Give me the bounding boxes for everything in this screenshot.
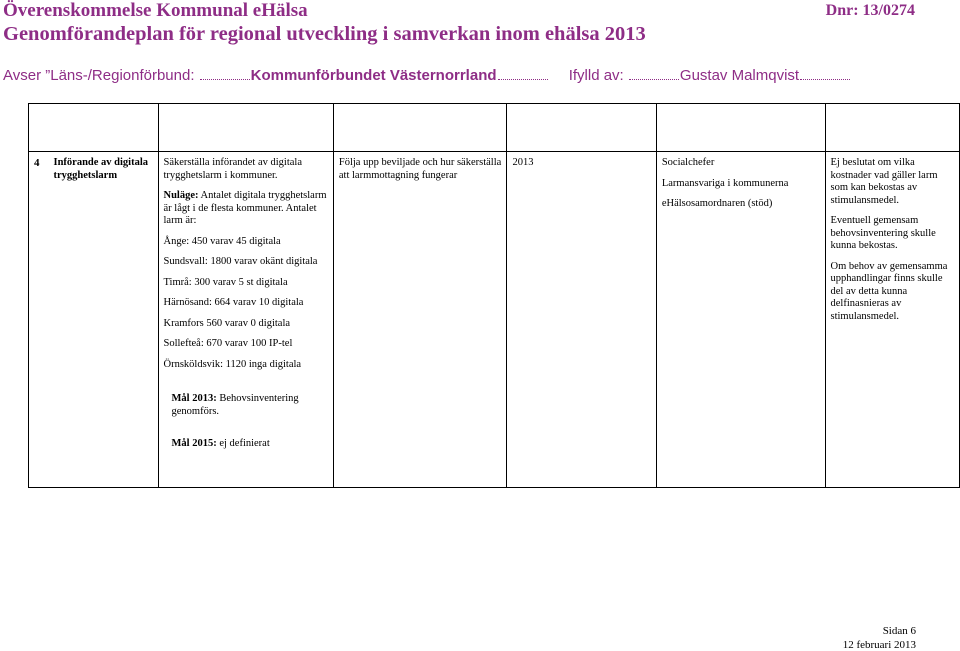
municipality-item: Sollefteå: 670 varav 100 IP-tel xyxy=(163,338,293,349)
nulage-text: Antalet digitala trygghetslarm är lågt i de flesta kommuner. Antalet larm är: xyxy=(163,190,327,226)
municipality-item: Kramfors 560 varav 0 digitala xyxy=(163,317,291,329)
dotted-leader xyxy=(800,78,850,80)
activity-text: Följa upp beviljade och hur säkerställa att larmmottagning fungerar xyxy=(338,157,502,181)
responsible-item: eHälsosamordnaren (stöd) xyxy=(661,198,773,209)
responsible-cell xyxy=(656,152,825,488)
document-number: Dnr: 13/0274 xyxy=(825,2,915,19)
table-row xyxy=(29,152,960,488)
dotted-leader xyxy=(498,78,548,80)
avser-line xyxy=(3,67,851,84)
table-header-row xyxy=(29,104,960,152)
avser-label: Avser ”Läns-/Regionförbund: xyxy=(3,67,195,84)
dotted-leader xyxy=(200,78,250,80)
note-item: Eventuell gemensam behovsinventering skulle kunna bekostas. xyxy=(830,215,936,251)
avser-value: Kommunförbundet Västernorrland xyxy=(250,67,497,84)
note-item: Ej beslutat om vilka kostnader vad gäller larm som kan bekostas av stimulansmedel. xyxy=(830,157,938,206)
document-org-title: Överenskommelse Kommunal eHälsa xyxy=(3,0,308,21)
notes-cell xyxy=(825,152,960,488)
row-title: Införande av digitala trygghetslarm xyxy=(53,157,149,181)
mal-2013-text: Behovsinventering genomförs. xyxy=(171,393,299,417)
row-number: 4 xyxy=(34,157,40,169)
plan-table xyxy=(28,103,960,488)
municipality-item: Timrå: 300 varav 5 st digitala xyxy=(163,276,288,288)
note-item: Om behov av gemensamma upphandlingar finns skulle del av detta kunna delfinasnieras av stimulansmedel. xyxy=(830,260,948,322)
municipality-item: Härnösand: 664 varav 10 digitala xyxy=(163,297,304,308)
mal-2015-text: ej definierat xyxy=(219,438,270,449)
mal-2015-label: Mål 2015: xyxy=(171,438,217,449)
municipality-item: Ånge: 450 varav 45 digitala xyxy=(163,235,281,247)
responsible-item: Socialchefer xyxy=(661,157,715,168)
year-text: 2013 xyxy=(512,157,534,168)
page-number: Sidan 6 xyxy=(882,625,916,637)
goal-cell xyxy=(158,152,333,488)
year-cell xyxy=(507,152,656,488)
municipality-item: Örnsköldsvik: 1120 inga digitala xyxy=(163,358,302,370)
mal-2013-label: Mål 2013: xyxy=(171,393,217,404)
header-cell xyxy=(507,104,656,152)
header-cell xyxy=(825,104,960,152)
row-title-cell xyxy=(29,152,159,488)
header-cell xyxy=(333,104,507,152)
mal-2015 xyxy=(172,438,328,451)
activity-cell xyxy=(333,152,507,488)
page-date: 12 februari 2013 xyxy=(842,639,916,651)
municipality-item: Sundsvall: 1800 varav okänt digitala xyxy=(163,256,318,267)
header-cell xyxy=(29,104,159,152)
header-cell xyxy=(158,104,333,152)
goal-text: Säkerställa införandet av digitala trygghetslarm i kommuner. xyxy=(163,157,302,181)
ifylld-value: Gustav Malmqvist xyxy=(679,67,800,84)
ifylld-label: Ifylld av: xyxy=(568,67,624,84)
header-cell xyxy=(656,104,825,152)
nulage-label: Nuläge: xyxy=(163,190,199,201)
mal-2013 xyxy=(172,393,328,418)
responsible-item: Larmansvariga i kommunerna xyxy=(661,177,789,189)
dotted-leader xyxy=(629,78,679,80)
document-subtitle: Genomförandeplan för regional utveckling i samverkan inom ehälsa 2013 xyxy=(3,23,646,45)
nulage-paragraph xyxy=(164,190,328,228)
